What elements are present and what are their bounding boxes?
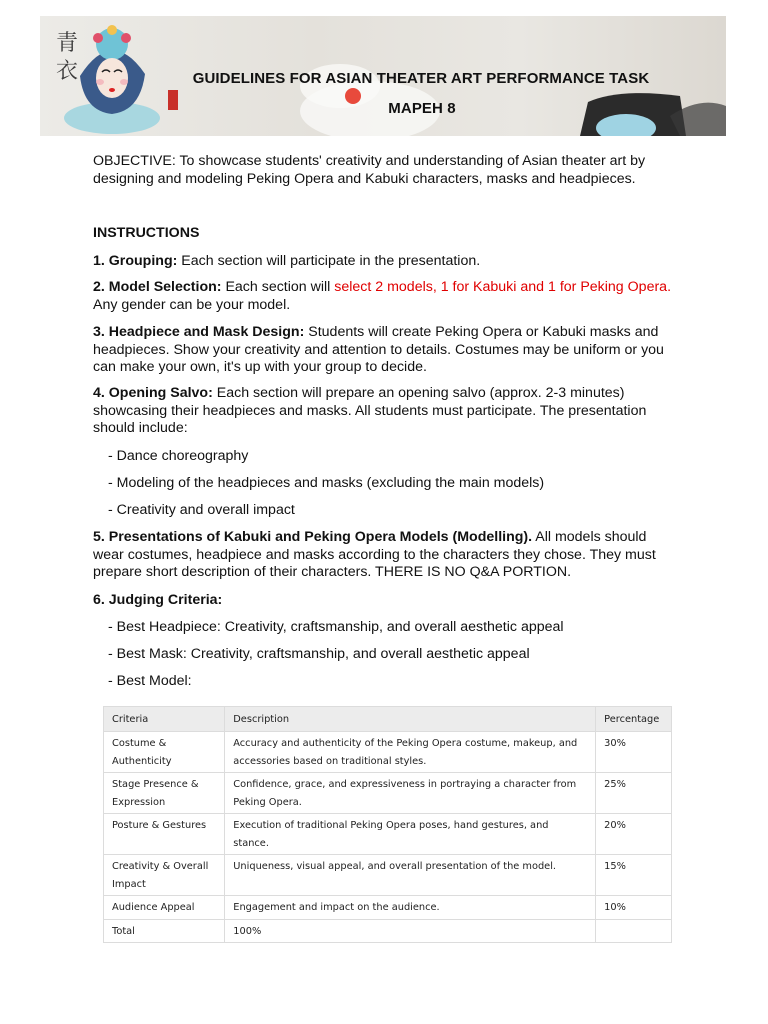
objective-text: OBJECTIVE: To showcase students' creativity and understanding of Asian theater art by designing and modeling Peking Opera and Kabuki characters, masks and headpieces. bbox=[93, 153, 646, 187]
criteria-bullet: - Best Headpiece: Creativity, craftsmanship, and overall aesthetic appeal bbox=[108, 619, 564, 635]
table-header-cell: Percentage bbox=[596, 707, 672, 732]
instruction-headpiece-design bbox=[93, 324, 678, 377]
criteria-bullet: - Best Model: bbox=[108, 673, 192, 689]
item-label: 4. Opening Salvo: bbox=[93, 385, 213, 401]
page-title: GUIDELINES FOR ASIAN THEATER ART PERFORMANCE TASK bbox=[192, 70, 650, 87]
instruction-judging-criteria bbox=[93, 592, 678, 610]
table-cell: Execution of traditional Peking Opera poses, hand gestures, and stance. bbox=[225, 814, 596, 855]
table-cell: Stage Presence & Expression bbox=[104, 773, 225, 814]
item-text: Students will create Peking Opera or Kabuki masks and headpieces. Show your creativity and attention to details. Costumes may be uniform or you can make your own, it's up with your group to decide. bbox=[93, 324, 664, 376]
item-label: 2. Model Selection: bbox=[93, 279, 222, 295]
table-header-cell: Criteria bbox=[104, 707, 225, 732]
table-row-total bbox=[104, 919, 672, 943]
table-row bbox=[104, 773, 672, 814]
criteria-bullet: - Best Mask: Creativity, craftsmanship, and overall aesthetic appeal bbox=[108, 646, 530, 662]
table-cell: 25% bbox=[596, 773, 672, 814]
item-label: 5. Presentations of Kabuki and Peking Opera Models (Modelling). bbox=[93, 529, 533, 545]
instructions-heading: INSTRUCTIONS bbox=[93, 225, 200, 241]
table-cell bbox=[596, 919, 672, 943]
table-cell: Audience Appeal bbox=[104, 896, 225, 920]
table-cell: Confidence, grace, and expressiveness in portraying a character from Peking Opera. bbox=[225, 773, 596, 814]
table-header-row bbox=[104, 707, 672, 732]
table-cell: Engagement and impact on the audience. bbox=[225, 896, 596, 920]
table-cell: 30% bbox=[596, 732, 672, 773]
salvo-bullet: - Creativity and overall impact bbox=[108, 502, 295, 518]
table-cell: Posture & Gestures bbox=[104, 814, 225, 855]
item-text: Each section will bbox=[221, 279, 335, 295]
salvo-bullet: - Dance choreography bbox=[108, 448, 249, 464]
table-row bbox=[104, 855, 672, 896]
item-text: Each section will prepare an opening salvo (approx. 2-3 minutes) showcasing their headpieces and masks. All students must participate. The presentation should include: bbox=[93, 385, 647, 437]
table-cell: 15% bbox=[596, 855, 672, 896]
table-cell: Creativity & Overall Impact bbox=[104, 855, 225, 896]
table-cell: 100% bbox=[225, 919, 596, 943]
item-label: 6. Judging Criteria: bbox=[93, 592, 223, 608]
item-text: All models should wear costumes, headpiece and masks according to the characters they chose. They must prepare short description of their characters. THERE IS NO Q&A PORTION. bbox=[93, 529, 656, 581]
instruction-presentations bbox=[93, 529, 678, 582]
table-cell: Costume & Authenticity bbox=[104, 732, 225, 773]
item-label: 1. Grouping: bbox=[93, 253, 178, 269]
table-cell: 20% bbox=[596, 814, 672, 855]
table-cell: Total bbox=[104, 919, 225, 943]
table-row bbox=[104, 732, 672, 773]
instruction-grouping bbox=[93, 253, 678, 271]
table-row bbox=[104, 814, 672, 855]
table-header-cell: Description bbox=[225, 707, 596, 732]
item-label: 3. Headpiece and Mask Design: bbox=[93, 324, 305, 340]
item-highlight: select 2 models, 1 for Kabuki and 1 for Peking Opera. bbox=[334, 279, 672, 295]
criteria-table bbox=[103, 706, 672, 943]
item-text: Each section will participate in the presentation. bbox=[177, 253, 481, 269]
calligraphy-text: 青衣 bbox=[56, 31, 79, 84]
table-row bbox=[104, 896, 672, 920]
table-cell: Accuracy and authenticity of the Peking Opera costume, makeup, and accessories based on traditional styles. bbox=[225, 732, 596, 773]
page-subtitle: MAPEH 8 bbox=[388, 100, 456, 117]
table-cell: 10% bbox=[596, 896, 672, 920]
salvo-bullet: - Modeling of the headpieces and masks (excluding the main models) bbox=[108, 475, 545, 491]
item-text: Any gender can be your model. bbox=[93, 296, 291, 313]
instruction-opening-salvo bbox=[93, 385, 678, 438]
table-cell: Uniqueness, visual appeal, and overall presentation of the model. bbox=[225, 855, 596, 896]
instruction-model-selection bbox=[93, 279, 678, 314]
